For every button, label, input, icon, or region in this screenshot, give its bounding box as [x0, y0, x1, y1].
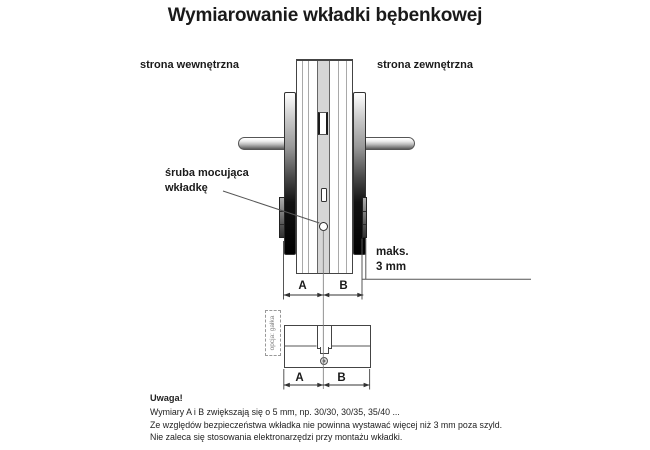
arrowhead [284, 383, 290, 388]
arrowhead [317, 293, 323, 298]
door-layer-line [338, 61, 339, 273]
escutcheon-shield-inner [284, 92, 297, 255]
arrowhead [357, 293, 363, 298]
cylinder-end-outer [362, 197, 368, 238]
note-line: Nie zaleca się stosowania elektronarzędzi przy montażu wkładki. [150, 431, 403, 442]
lock-follower [318, 112, 328, 135]
upper-dim-b-label: B [339, 280, 348, 292]
door-layer-line [302, 61, 303, 273]
arrowhead [323, 383, 329, 388]
keyway-slot [321, 188, 328, 202]
cylinder-end-segment-line [363, 224, 367, 225]
door-handle-spindle-outer [363, 137, 415, 150]
max-protrusion-line2: 3 mm [376, 260, 407, 273]
fixing-screw-label-line1: śruba mocująca [165, 167, 249, 179]
inner-side-label: strona wewnętrzna [140, 59, 240, 71]
door-layer-line [346, 61, 347, 273]
optional-knob-label: opcja: gałka [268, 315, 276, 351]
note-line: Wymiary A i B zwiększają się o 5 mm, np. 30/30, 30/35, 35/40 ... [150, 407, 400, 418]
cylinder-end-segment-line [363, 211, 367, 212]
door-handle-spindle-inner [238, 137, 289, 150]
door-cross-section [296, 59, 353, 274]
fixing-screw [319, 222, 328, 231]
notes-block [150, 392, 570, 443]
max-protrusion-label [376, 245, 409, 274]
upper-dim-a-label: A [298, 280, 307, 292]
cylinder-fixing-screw-hole [320, 357, 328, 365]
note-line: Ze względów bezpieczeństwa wkładka nie powinna wystawać więcej niż 3 mm poza szyld. [150, 419, 503, 430]
fixing-screw-label [165, 166, 249, 195]
page-title: Wymiarowanie wkładki bębenkowej [167, 5, 483, 26]
cam-notch [317, 326, 332, 349]
outer-side-label: strona zewnętrzna [377, 59, 473, 71]
fixing-screw-label-line2: wkładkę [165, 181, 208, 194]
notes-heading: Uwaga! [150, 393, 183, 403]
arrowhead [364, 383, 370, 388]
cylinder-end-inner [279, 197, 285, 238]
cylinder-channel [317, 61, 330, 273]
arrowhead [323, 293, 329, 298]
lower-dim-a-label: A [295, 371, 304, 384]
cam-notch-step [320, 347, 329, 354]
door-layer-line [308, 61, 309, 273]
arrowhead [284, 293, 291, 298]
arrowhead [317, 383, 323, 388]
cylinder-end-segment-line [280, 211, 284, 212]
lower-dim-b-label: B [337, 371, 346, 384]
cylinder-end-segment-line [280, 224, 284, 225]
max-protrusion-line1: maks. [376, 246, 409, 258]
